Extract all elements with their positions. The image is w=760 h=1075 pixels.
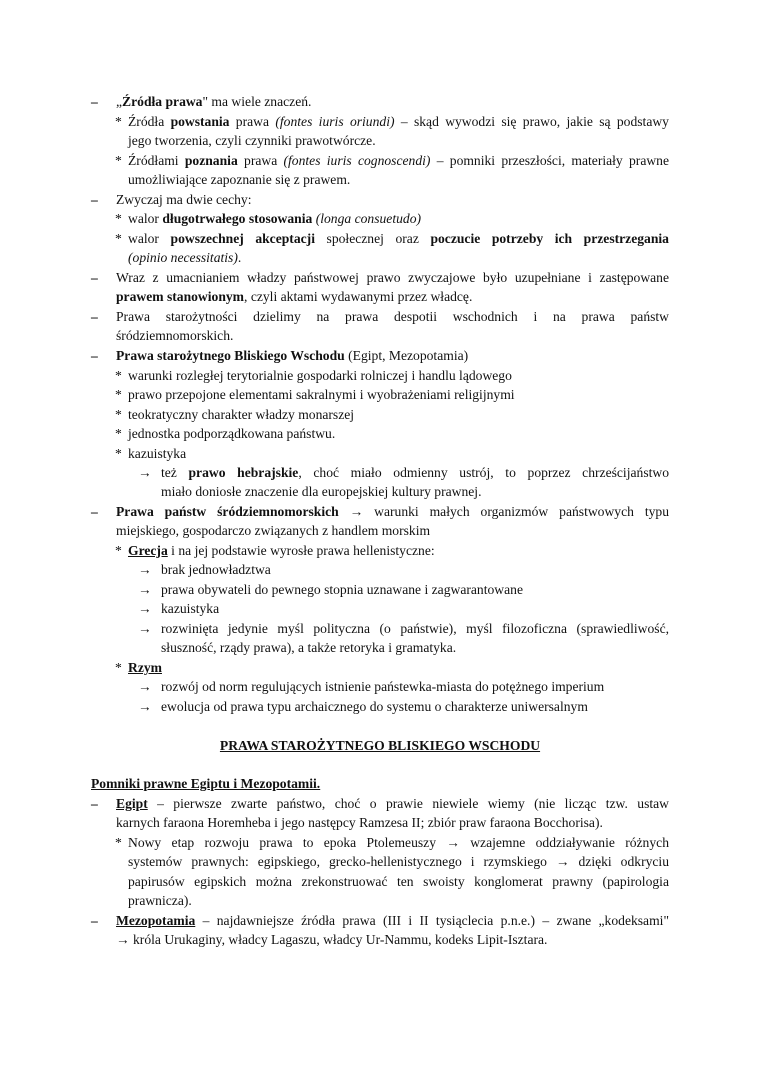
rome-intro: Rzym — [128, 660, 162, 675]
custom-feature-2-line2: (opinio necessitatis). — [128, 250, 242, 265]
near-east-item: kazuistyka — [128, 446, 187, 461]
sources-origin-bullet: Źródła powstania prawa (fontes iuris oriundi) – skąd wywodzi się prawo, jakie są podstawy — [128, 114, 669, 129]
dash-marker: – — [91, 796, 98, 811]
hebrew-law-note-line2: miało doniosłe znaczenie dla europejskiej kultury prawnej. — [161, 484, 482, 499]
star-marker: * — [115, 211, 122, 226]
dash-marker: – — [91, 348, 98, 363]
star-marker: * — [115, 426, 122, 441]
greece-item-last-line2: słuszność, rządy prawa), a także retoryka i gramatyka. — [161, 640, 457, 655]
sources-knowledge-bullet: Źródłami poznania prawa (fontes iuris cognoscendi) – pomniki przeszłości, materiały prawne — [128, 153, 669, 168]
star-marker: * — [115, 446, 122, 461]
dash-marker: – — [91, 504, 98, 519]
star-marker: * — [115, 231, 122, 246]
star-marker: * — [115, 387, 122, 402]
ancient-law-division-line2: śródziemnomorskich. — [116, 328, 234, 343]
custom-intro: Zwyczaj ma dwie cechy: — [116, 192, 252, 207]
subheading: Pomniki prawne Egiptu i Mezopotamii. — [91, 776, 321, 791]
near-east-intro: Prawa starożytnego Bliskiego Wschodu (Egipt, Mezopotamia) — [116, 348, 469, 363]
star-marker: * — [115, 660, 122, 675]
hebrew-law-note: też prawo hebrajskie, choć miało odmienny ustrój, to poprzez chrześcijaństwo — [161, 465, 669, 480]
dash-marker: – — [91, 192, 98, 207]
star-marker: * — [115, 153, 122, 168]
dash-marker: – — [91, 270, 98, 285]
near-east-item: prawo przepojone elementami sakralnymi i wyobrażeniami religijnymi — [128, 387, 515, 402]
custom-feature-2: walor powszechnej akceptacji społecznej oraz poczucie potrzeby ich przestrzegania — [128, 231, 669, 246]
star-marker: * — [115, 407, 122, 422]
rome-item: rozwój od norm regulujących istnienie państewka-miasta do potężnego imperium — [161, 679, 605, 694]
sources-origin-line2: jego tworzenia, czyli czynniki prawotwórcze. — [128, 133, 376, 148]
egypt-para: Egipt – pierwsze zwarte państwo, choć o prawie niewiele wiemy (nie licząc tzw. ustaw — [116, 796, 669, 811]
greece-item-last: rozwinięta jedynie myśl polityczna (o państwie), myśl filozoficzna (sprawiedliwość, — [161, 621, 669, 636]
arrow-marker: → — [138, 601, 152, 616]
section-heading: PRAWA STAROŻYTNEGO BLISKIEGO WSCHODU — [219, 738, 541, 753]
star-marker: * — [115, 835, 122, 850]
greece-intro: Grecja i na jej podstawie wyrosłe prawa hellenistyczne: — [128, 543, 435, 558]
greece-item: brak jednowładztwa — [161, 562, 271, 577]
arrow-marker: → — [138, 679, 152, 694]
arrow-marker: → — [138, 621, 152, 636]
ancient-law-division: Prawa starożytności dzielimy na prawa despotii wschodnich i na prawa państw — [116, 309, 669, 324]
greece-item: kazuistyka — [161, 601, 220, 616]
sources-knowledge-line2: umożliwiające zapoznanie się z prawem. — [128, 172, 351, 187]
statute-law-line2: prawem stanowionym, czyli aktami wydawanymi przez władcę. — [116, 289, 473, 304]
greece-item: prawa obywateli do pewnego stopnia uznawane i zagwarantowane — [161, 582, 523, 597]
sources-intro: „Źródła prawa" ma wiele znaczeń. — [116, 94, 312, 109]
statute-law-para: Wraz z umacnianiem władzy państwowej prawo zwyczajowe było uzupełniane i zastępowane — [116, 270, 669, 285]
dash-marker: – — [91, 94, 98, 109]
mesopotamia-para-line2: → króla Urukaginy, władcy Lagaszu, władcy Ur-Nammu, kodeks Lipit-Isztara. — [116, 932, 548, 947]
dash-marker: – — [91, 913, 98, 928]
mediterranean-intro-line2: miejskiego, gospodarczo związanych z handlem morskim — [116, 523, 431, 538]
near-east-item: jednostka podporządkowana państwu. — [128, 426, 336, 441]
ptolemy-bullet-line2: systemów prawnych: egipskiego, grecko-hellenistycznego i rzymskiego → dzięki odkryciu — [128, 854, 669, 869]
dash-marker: – — [91, 309, 98, 324]
ptolemy-bullet-line4: prawnicza). — [128, 893, 192, 908]
arrow-marker: → — [138, 699, 152, 714]
egypt-para-line2: karnych faraona Horemheba i jego następcy Ramzesa II; zbiór praw faraona Bocchorisa). — [116, 815, 603, 830]
star-marker: * — [115, 368, 122, 383]
ptolemy-bullet: Nowy etap rozwoju prawa to epoka Ptolemeuszy → wzajemne oddziaływanie różnych — [128, 835, 669, 850]
rome-item: ewolucja od prawa typu archaicznego do systemu o charakterze uniwersalnym — [161, 699, 588, 714]
near-east-item: warunki rozległej terytorialnie gospodarki rolniczej i handlu lądowego — [128, 368, 512, 383]
near-east-item: teokratyczny charakter władzy monarszej — [128, 407, 355, 422]
star-marker: * — [115, 543, 122, 558]
mediterranean-intro: Prawa państw śródziemnomorskich → warunki małych organizmów państwowych typu — [116, 504, 669, 519]
arrow-marker: → — [138, 562, 152, 577]
arrow-marker: → — [138, 465, 152, 480]
arrow-marker: → — [138, 582, 152, 597]
star-marker: * — [115, 114, 122, 129]
mesopotamia-para: Mezopotamia – najdawniejsze źródła prawa (III i II tysiąclecia p.n.e.) – zwane „kodeksami" — [116, 913, 669, 928]
ptolemy-bullet-line3: papirusów egipskich można zrekonstruować ten swoisty konglomerat prawny (papirologia — [128, 874, 669, 889]
custom-feature-1: walor długotrwałego stosowania (longa consuetudo) — [128, 211, 422, 226]
